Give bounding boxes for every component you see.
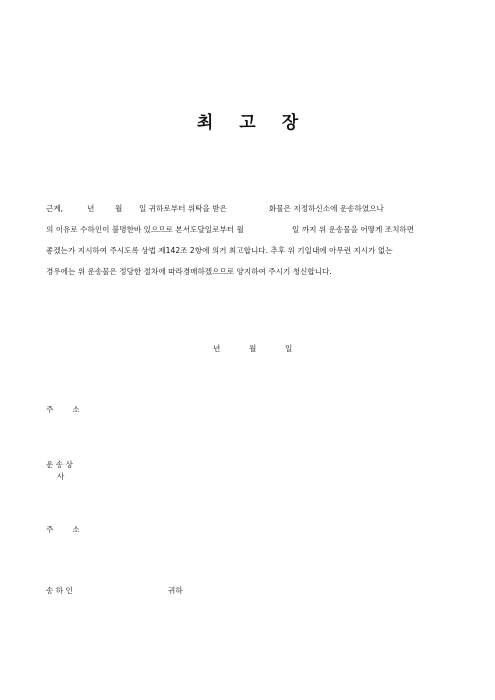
blank-month-label: 월 xyxy=(115,204,123,213)
body-line-3 xyxy=(46,240,456,261)
date-year-label: 년 xyxy=(213,344,221,353)
consignee-field xyxy=(46,585,246,596)
address-label-1b: 소 xyxy=(72,405,80,414)
honorific-label: 귀하 xyxy=(168,586,183,595)
greeting: 근계, xyxy=(46,204,64,213)
date-month-label: 월 xyxy=(249,344,257,353)
title-char-1: 최 xyxy=(196,113,214,133)
auction-notice-text: 경우에는 위 운송물은 정당한 절차에 따라경매하겠으므로 양지하여 주시기 청신합니다. xyxy=(46,267,332,276)
title-char-3: 장 xyxy=(281,113,299,133)
address-field-1 xyxy=(46,404,80,415)
body-line-4 xyxy=(46,261,456,282)
title-char-2: 고 xyxy=(239,113,256,133)
deadline-text: 일 까지 위 운송물을 어떻게 조치하면 xyxy=(292,225,415,234)
address-field-2 xyxy=(46,524,80,535)
date-row xyxy=(0,343,495,357)
legal-basis-text: 좋겠는가 지시하여 주시도록 상법 제142조 2항에 의거 최고합니다. 추후 위 기일내에 아무런 지시가 없는 xyxy=(46,246,393,255)
carrier-label-a: 운 송 상 xyxy=(46,460,73,469)
address-label-1a: 주 xyxy=(46,405,54,414)
body-paragraph xyxy=(46,198,456,282)
date-day-label: 일 xyxy=(285,344,293,353)
cargo-text: 화물은 지정하신소에 운송하였으나 xyxy=(269,204,384,213)
blank-year-label: 년 xyxy=(87,204,95,213)
document-title xyxy=(0,108,495,133)
address-label-2b: 소 xyxy=(72,525,80,534)
reason-text: 의 이유로 수하인이 불명한바 있으므로 본서도달일로부터 월 xyxy=(46,225,244,234)
carrier-field xyxy=(46,459,73,482)
address-label-2a: 주 xyxy=(46,525,54,534)
body-line-1 xyxy=(46,198,456,219)
carrier-label-b: 사 xyxy=(57,472,65,481)
body-line-2 xyxy=(46,219,456,240)
entrusted-text: 일 귀하로부터 위탁을 받은 xyxy=(139,204,227,213)
consignee-label: 송 하 인 xyxy=(46,586,73,595)
